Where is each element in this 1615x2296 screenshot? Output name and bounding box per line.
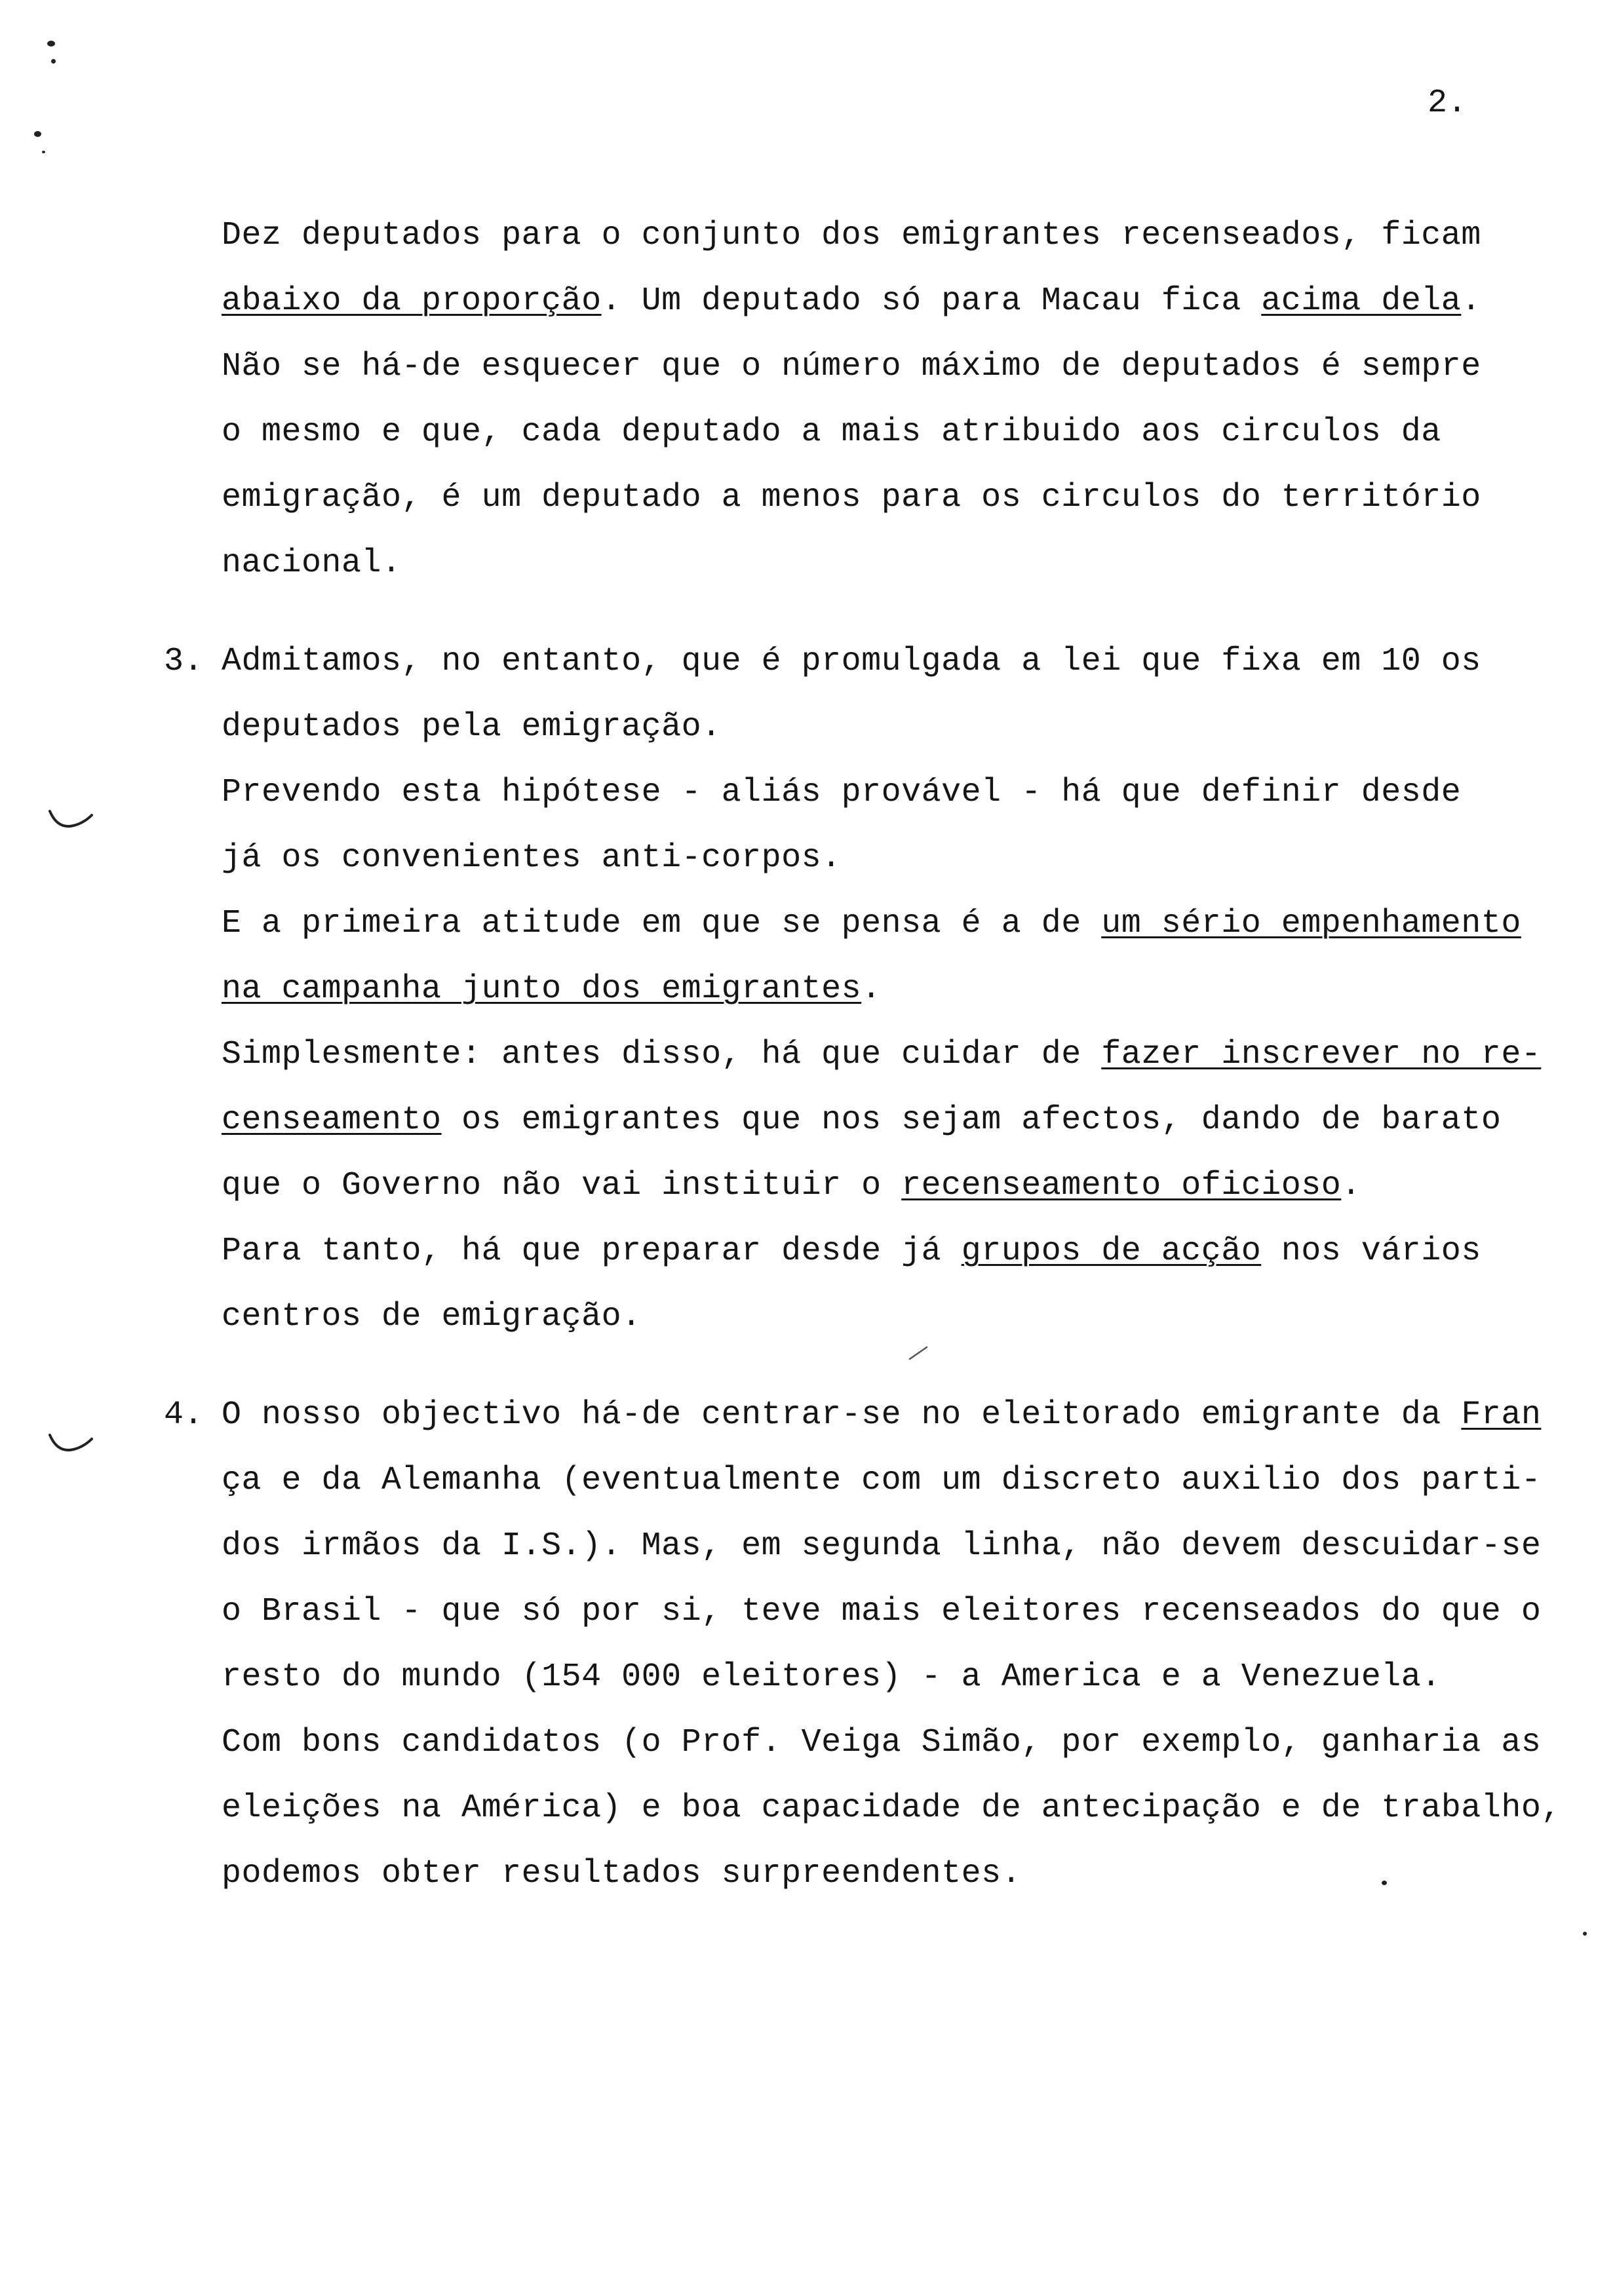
text-run: . (1341, 1167, 1361, 1204)
paragraph-line (222, 275, 1481, 328)
text-run: . (1461, 282, 1481, 320)
page-number: 2. (1428, 85, 1468, 122)
text-run: Simplesmente: antes disso, há que cuidar de (222, 1036, 1102, 1073)
scan-mark-dot (51, 59, 56, 64)
paragraph-line (222, 1389, 1541, 1442)
pencil-stroke-mark (907, 1343, 933, 1363)
scan-mark-dot (1382, 1881, 1387, 1885)
text-run: . (861, 970, 882, 1008)
text-run: E a primeira atitude em que se pensa é a de (222, 905, 1102, 942)
paragraph-line: Com bons candidatos (o Prof. Veiga Simão, por exemplo, ganharia as (222, 1724, 1542, 1761)
paragraph-line: o Brasil - que só por si, teve mais eleitores recenseados do que o (222, 1593, 1542, 1630)
handwritten-check-mark (46, 805, 98, 837)
underlined-phrase: grupos de acção (961, 1233, 1262, 1270)
scan-mark-dot (42, 151, 45, 153)
scan-mark-dot (47, 41, 55, 47)
paragraph-line: Admitamos, no entanto, que é promulgada a lei que fixa em 10 os (222, 643, 1481, 680)
text-run: . Um deputado só para Macau fica (601, 282, 1262, 320)
paragraph-line: podemos obter resultados surpreendentes. (222, 1855, 1022, 1892)
paragraph-line (222, 1160, 1361, 1212)
paragraph-line (222, 963, 882, 1016)
text-run: os emigrantes que nos sejam afectos, dando de barato (441, 1101, 1502, 1139)
underlined-phrase: na campanha junto dos emigrantes (222, 970, 862, 1008)
underlined-phrase: censeamento (222, 1101, 442, 1139)
paragraph-line: Não se há-de esquecer que o número máximo de deputados é sempre (222, 348, 1481, 385)
item-number: 3. (164, 643, 204, 680)
paragraph-line: nacional. (222, 545, 402, 582)
paragraph-line: deputados pela emigração. (222, 708, 722, 746)
underlined-phrase: recenseamento oficioso (901, 1167, 1342, 1204)
underlined-phrase: abaixo da proporção (222, 282, 602, 320)
scan-mark-dot (34, 131, 41, 137)
underlined-phrase: Fran (1461, 1396, 1542, 1434)
text-run: nos vários (1261, 1233, 1481, 1270)
handwritten-check-mark (46, 1428, 98, 1461)
underlined-phrase: um sério empenhamento (1101, 905, 1521, 942)
text-run: Para tanto, há que preparar desde já (222, 1233, 962, 1270)
paragraph-line (222, 1225, 1481, 1278)
paragraph-line: Prevendo esta hipótese - aliás provável - há que definir desde (222, 774, 1462, 811)
text-run: O nosso objectivo há-de centrar-se no eleitorado emigrante da (222, 1396, 1462, 1434)
paragraph-line: dos irmãos da I.S.). Mas, em segunda linha, não devem descuidar-se (222, 1527, 1542, 1565)
paragraph-line: centros de emigração. (222, 1298, 642, 1335)
item-number: 4. (164, 1396, 204, 1434)
paragraph-line: já os convenientes anti-corpos. (222, 839, 842, 877)
paragraph-line: ça e da Alemanha (eventualmente com um discreto auxilio dos parti- (222, 1462, 1542, 1499)
paragraph-line (222, 898, 1521, 950)
paragraph-line (222, 1029, 1541, 1081)
paragraph-line: o mesmo e que, cada deputado a mais atribuido aos circulos da (222, 413, 1441, 451)
paragraph-line (222, 1094, 1501, 1147)
paragraph-line: eleições na América) e boa capacidade de antecipação e de trabalho, (222, 1789, 1561, 1827)
scan-mark-dot (1583, 1932, 1587, 1936)
text-run: que o Governo não vai instituir o (222, 1167, 902, 1204)
underlined-phrase: acima dela (1261, 282, 1462, 320)
paragraph-line: emigração, é um deputado a menos para os circulos do território (222, 479, 1481, 516)
underlined-phrase: fazer inscrever no re- (1101, 1036, 1542, 1073)
paragraph-line: Dez deputados para o conjunto dos emigrantes recenseados, ficam (222, 217, 1481, 254)
paragraph-line: resto do mundo (154 000 eleitores) - a America e a Venezuela. (222, 1658, 1441, 1696)
